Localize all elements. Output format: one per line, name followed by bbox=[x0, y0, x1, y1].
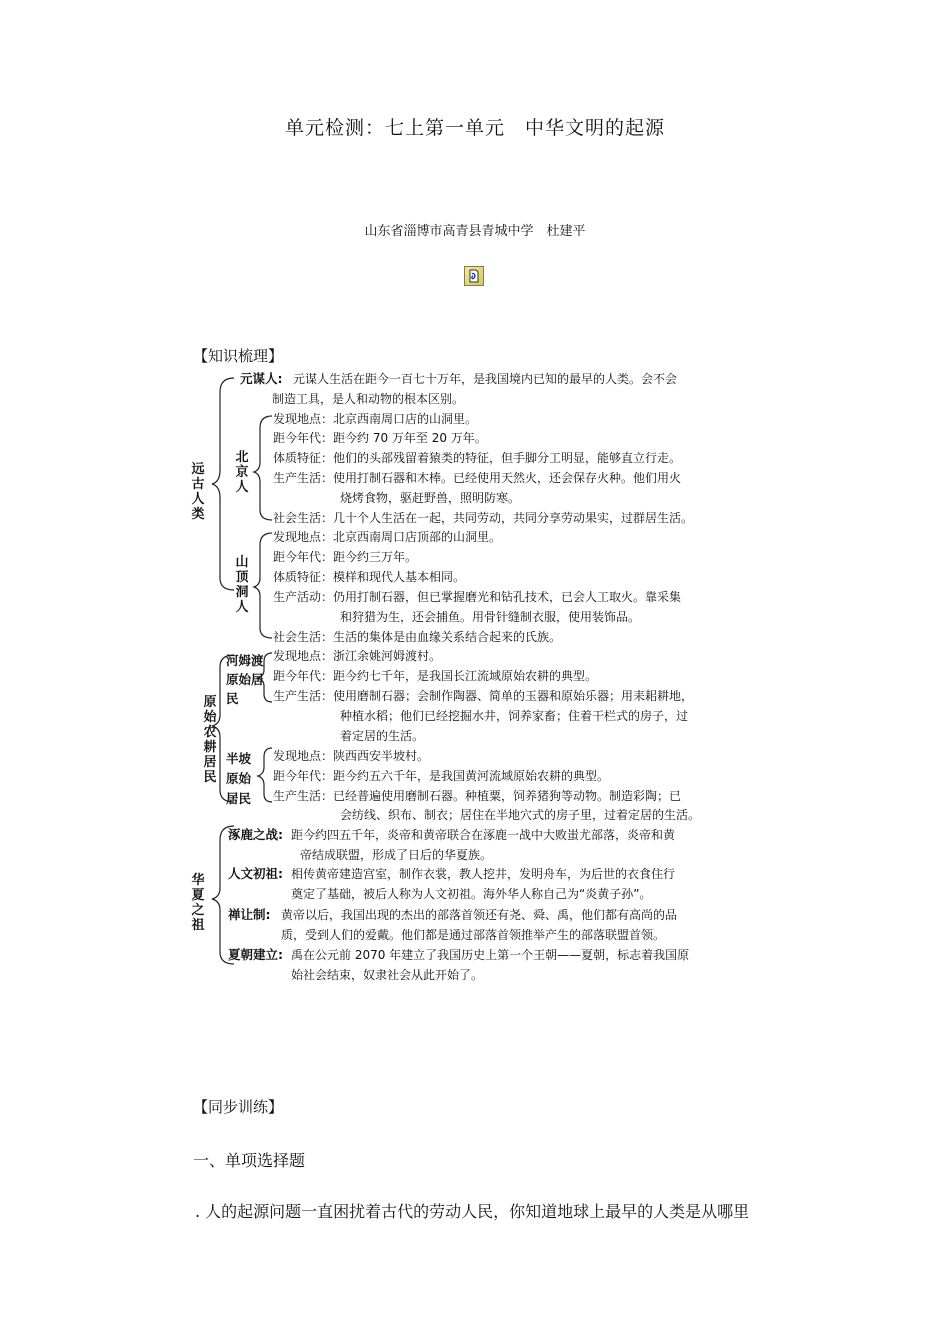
shanding-row: 距今年代：距今约三万年。 bbox=[273, 550, 418, 564]
shanding-row: 和狩猎为生，还会捕鱼。用骨针缝制衣服，使用装饰品。 bbox=[340, 610, 641, 624]
beijing-row: 体质特征：他们的头部残留着猿类的特征，但手脚分工明显，能够直立行走。 bbox=[273, 451, 682, 465]
beijing-row: 生产生活：使用打制石器和木棒。已经使用天然火，还会保存火种。他们用火 bbox=[273, 471, 682, 485]
section-practice: 【同步训练】 bbox=[193, 1098, 284, 1116]
group-label-huaxia-ancestors: 华夏之祖 bbox=[191, 873, 205, 933]
yuanmou-label: 元谋人: bbox=[240, 371, 283, 386]
humanistic-ancestor-text: 相传黄帝建造宫室，制作衣裳，教人挖井，发明舟车，为后世的衣食住行 bbox=[291, 867, 676, 881]
author-line: 山东省淄博市高青县青城中学 杜建平 bbox=[364, 224, 586, 239]
banpo-label: 半坡 bbox=[226, 751, 252, 766]
beijing-row: 烧烤食物，驱赶野兽，照明防寒。 bbox=[340, 491, 521, 505]
upper-cave-man-label: 山顶洞人 bbox=[235, 555, 249, 615]
hemudu-label: 民 bbox=[226, 691, 239, 706]
section-knowledge: 【知识梳理】 bbox=[193, 347, 284, 365]
zhuolu-battle-text: 帝结成联盟，形成了日后的华夏族。 bbox=[300, 848, 493, 862]
abdication-system-label: 禅让制: bbox=[228, 907, 271, 922]
hemudu-row: 种植水稻；他们已经挖掘水井，饲养家畜；住着干栏式的房子，过 bbox=[340, 709, 689, 723]
banpo-row: 会纺线、织布、制衣；居住在半地穴式的房子里，过着定居的生活。 bbox=[340, 808, 701, 822]
hemudu-row: 发现地点：浙江余姚河姆渡村。 bbox=[273, 649, 442, 663]
question-text: . 人的起源问题一直困扰着古代的劳动人民，你知道地球上最早的人类是从哪里 bbox=[195, 1202, 750, 1221]
hemudu-row: 着定居的生活。 bbox=[340, 729, 425, 743]
banpo-label: 居民 bbox=[226, 791, 252, 806]
subsection-single-choice: 一、单项选择题 bbox=[193, 1151, 306, 1170]
group-label-ancient-humans: 远古人类 bbox=[191, 462, 205, 522]
beijing-row: 距今年代：距今约 70 万年至 20 万年。 bbox=[273, 431, 487, 445]
xia-dynasty-label: 夏朝建立: bbox=[228, 947, 283, 962]
shanding-row: 体质特征：模样和现代人基本相同。 bbox=[273, 570, 466, 584]
shanding-row: 社会生活：生活的集体是由血缘关系结合起来的氏族。 bbox=[273, 630, 562, 644]
beijing-man-label: 北京人 bbox=[235, 450, 249, 495]
abdication-system-text: 质，受到人们的爱戴。他们都是通过部落首领推举产生的部落联盟首领。 bbox=[281, 928, 666, 942]
zhuolu-battle-label: 涿鹿之战: bbox=[228, 827, 283, 842]
zhuolu-battle-text: 距今约四五千年，炎帝和黄帝联合在涿鹿一战中大败蚩尤部落，炎帝和黄 bbox=[291, 828, 676, 842]
hemudu-label: 河姆渡 bbox=[226, 653, 264, 668]
hemudu-label: 原始居 bbox=[226, 672, 264, 687]
shanding-row: 生产活动：仍用打制石器，但已掌握磨光和钻孔技术，已会人工取火。靠采集 bbox=[273, 590, 682, 604]
hemudu-row: 生产生活：使用磨制石器；会制作陶器、简单的玉器和原始乐器；用耒耜耕地， bbox=[273, 689, 694, 703]
yuanmou-text-1: 元谋人生活在距今一百七十万年，是我国境内已知的最早的人类。会不会 bbox=[293, 372, 678, 386]
yuanmou-text-2: 制造工具，是人和动物的根本区别。 bbox=[272, 392, 465, 406]
xia-dynasty-text: 禹在公元前 2070 年建立了我国历史上第一个王朝——夏朝，标志着我国原 bbox=[291, 948, 690, 962]
beijing-row: 社会生活：几十个人生活在一起，共同劳动，共同分享劳动果实，过群居生活。 bbox=[273, 511, 694, 525]
group-label-farming-residents: 原始农耕居民 bbox=[203, 695, 217, 785]
banpo-row: 生产生活：已经普遍使用磨制石器。种植粟，饲养猪狗等动物。制造彩陶；已 bbox=[273, 789, 682, 803]
banpo-row: 发现地点：陕西西安半坡村。 bbox=[273, 749, 430, 763]
hemudu-row: 距今年代：距今约七千年，是我国长江流域原始农耕的典型。 bbox=[273, 669, 598, 683]
abdication-system-text: 黄帝以后，我国出现的杰出的部落首领还有尧、舜、禹，他们都有高尚的品 bbox=[281, 908, 678, 922]
banpo-label: 原始 bbox=[226, 771, 252, 786]
banpo-row: 距今年代：距今约五六千年，是我国黄河流域原始农耕的典型。 bbox=[273, 769, 610, 783]
humanistic-ancestor-text: 奠定了基础，被后人称为人文初祖。海外华人称自己为“炎黄子孙”。 bbox=[291, 887, 652, 901]
page-title: 单元检测：七上第一单元 中华文明的起源 bbox=[284, 117, 665, 139]
xia-dynasty-text: 始社会结束，奴隶社会从此开始了。 bbox=[291, 968, 484, 982]
shanding-row: 发现地点：北京西南周口店顶部的山洞里。 bbox=[273, 530, 502, 544]
humanistic-ancestor-label: 人文初祖: bbox=[228, 866, 283, 881]
beijing-row: 发现地点：北京西南周口店的山洞里。 bbox=[273, 412, 478, 426]
